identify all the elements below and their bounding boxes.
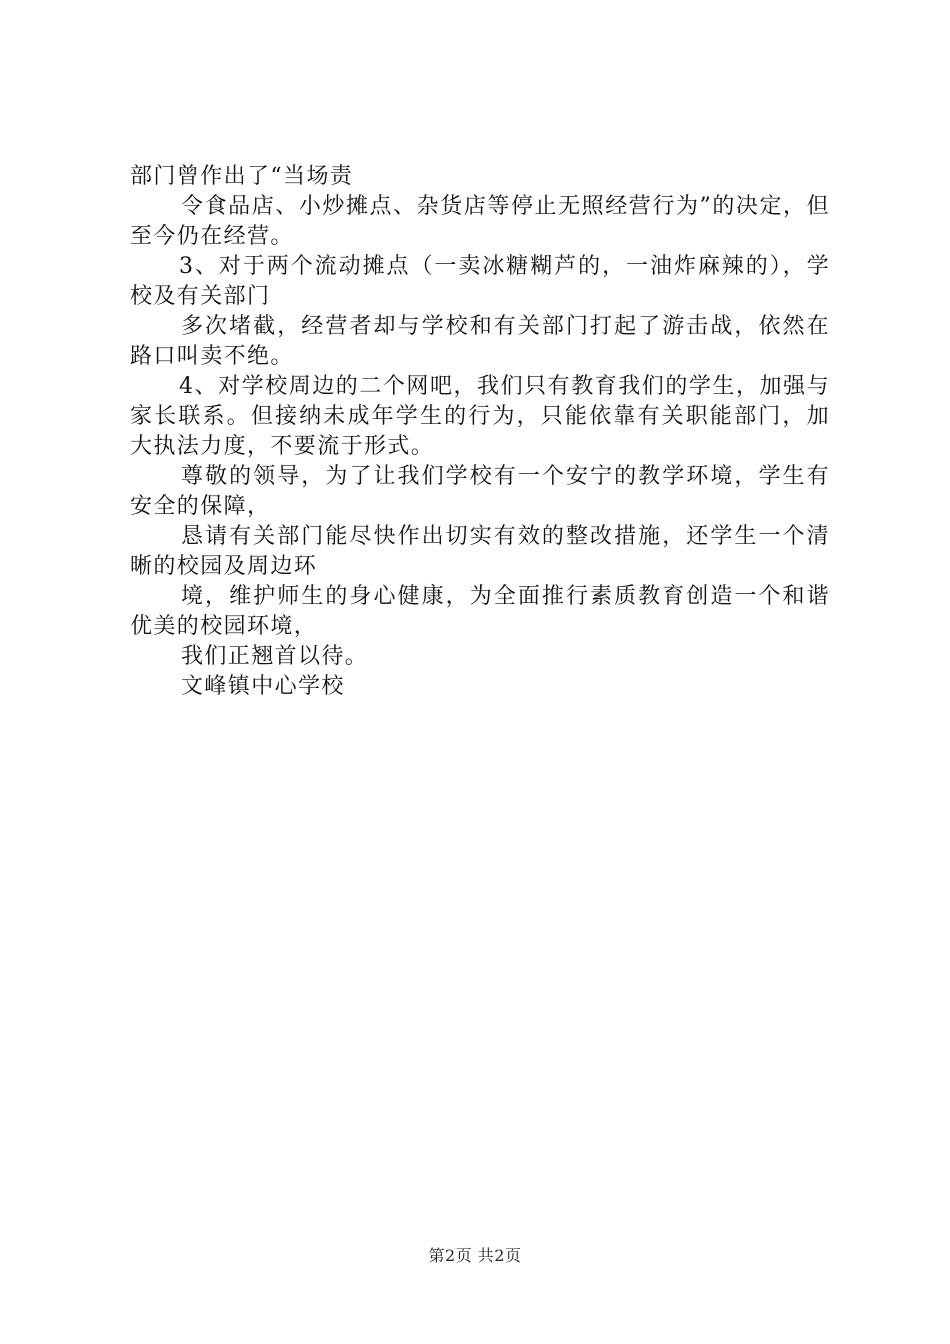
paragraph-3: 3、对于两个流动摊点（一卖冰糖糊芦的，一油炸麻辣的），学校及有关部门: [130, 254, 830, 309]
paragraph-8: 境，维护师生的身心健康，为全面推行素质教育创造一个和谐优美的校园环境，: [130, 584, 830, 639]
page-footer: [0, 1245, 950, 1267]
document-body: [130, 162, 830, 702]
paragraph-1: 部门曾作出了“当场责: [130, 164, 354, 189]
paragraph-6: 尊敬的领导，为了让我们学校有一个安宁的教学环境，学生有安全的保障，: [130, 464, 830, 519]
signature-school-name: 文峰镇中心学校: [181, 674, 345, 699]
paragraph-7: 恳请有关部门能尽快作出切实有效的整改措施，还学生一个清晰的校园及周边环: [130, 524, 830, 579]
paragraph-9: 我们正翘首以待。: [181, 644, 369, 669]
page-number-label: 第2页 共2页: [428, 1246, 522, 1265]
paragraph-2: 令食品店、小炒摊点、杂货店等停止无照经营行为”的决定，但至今仍在经营。: [130, 194, 830, 249]
paragraph-4: 多次堵截，经营者却与学校和有关部门打起了游击战，依然在路口叫卖不绝。: [130, 314, 830, 369]
paragraph-5: 4、对学校周边的二个网吧，我们只有教育我们的学生，加强与家长联系。但接纳未成年学生的行为，只能依靠有关职能部门，加大执法力度，不要流于形式。: [130, 374, 830, 459]
